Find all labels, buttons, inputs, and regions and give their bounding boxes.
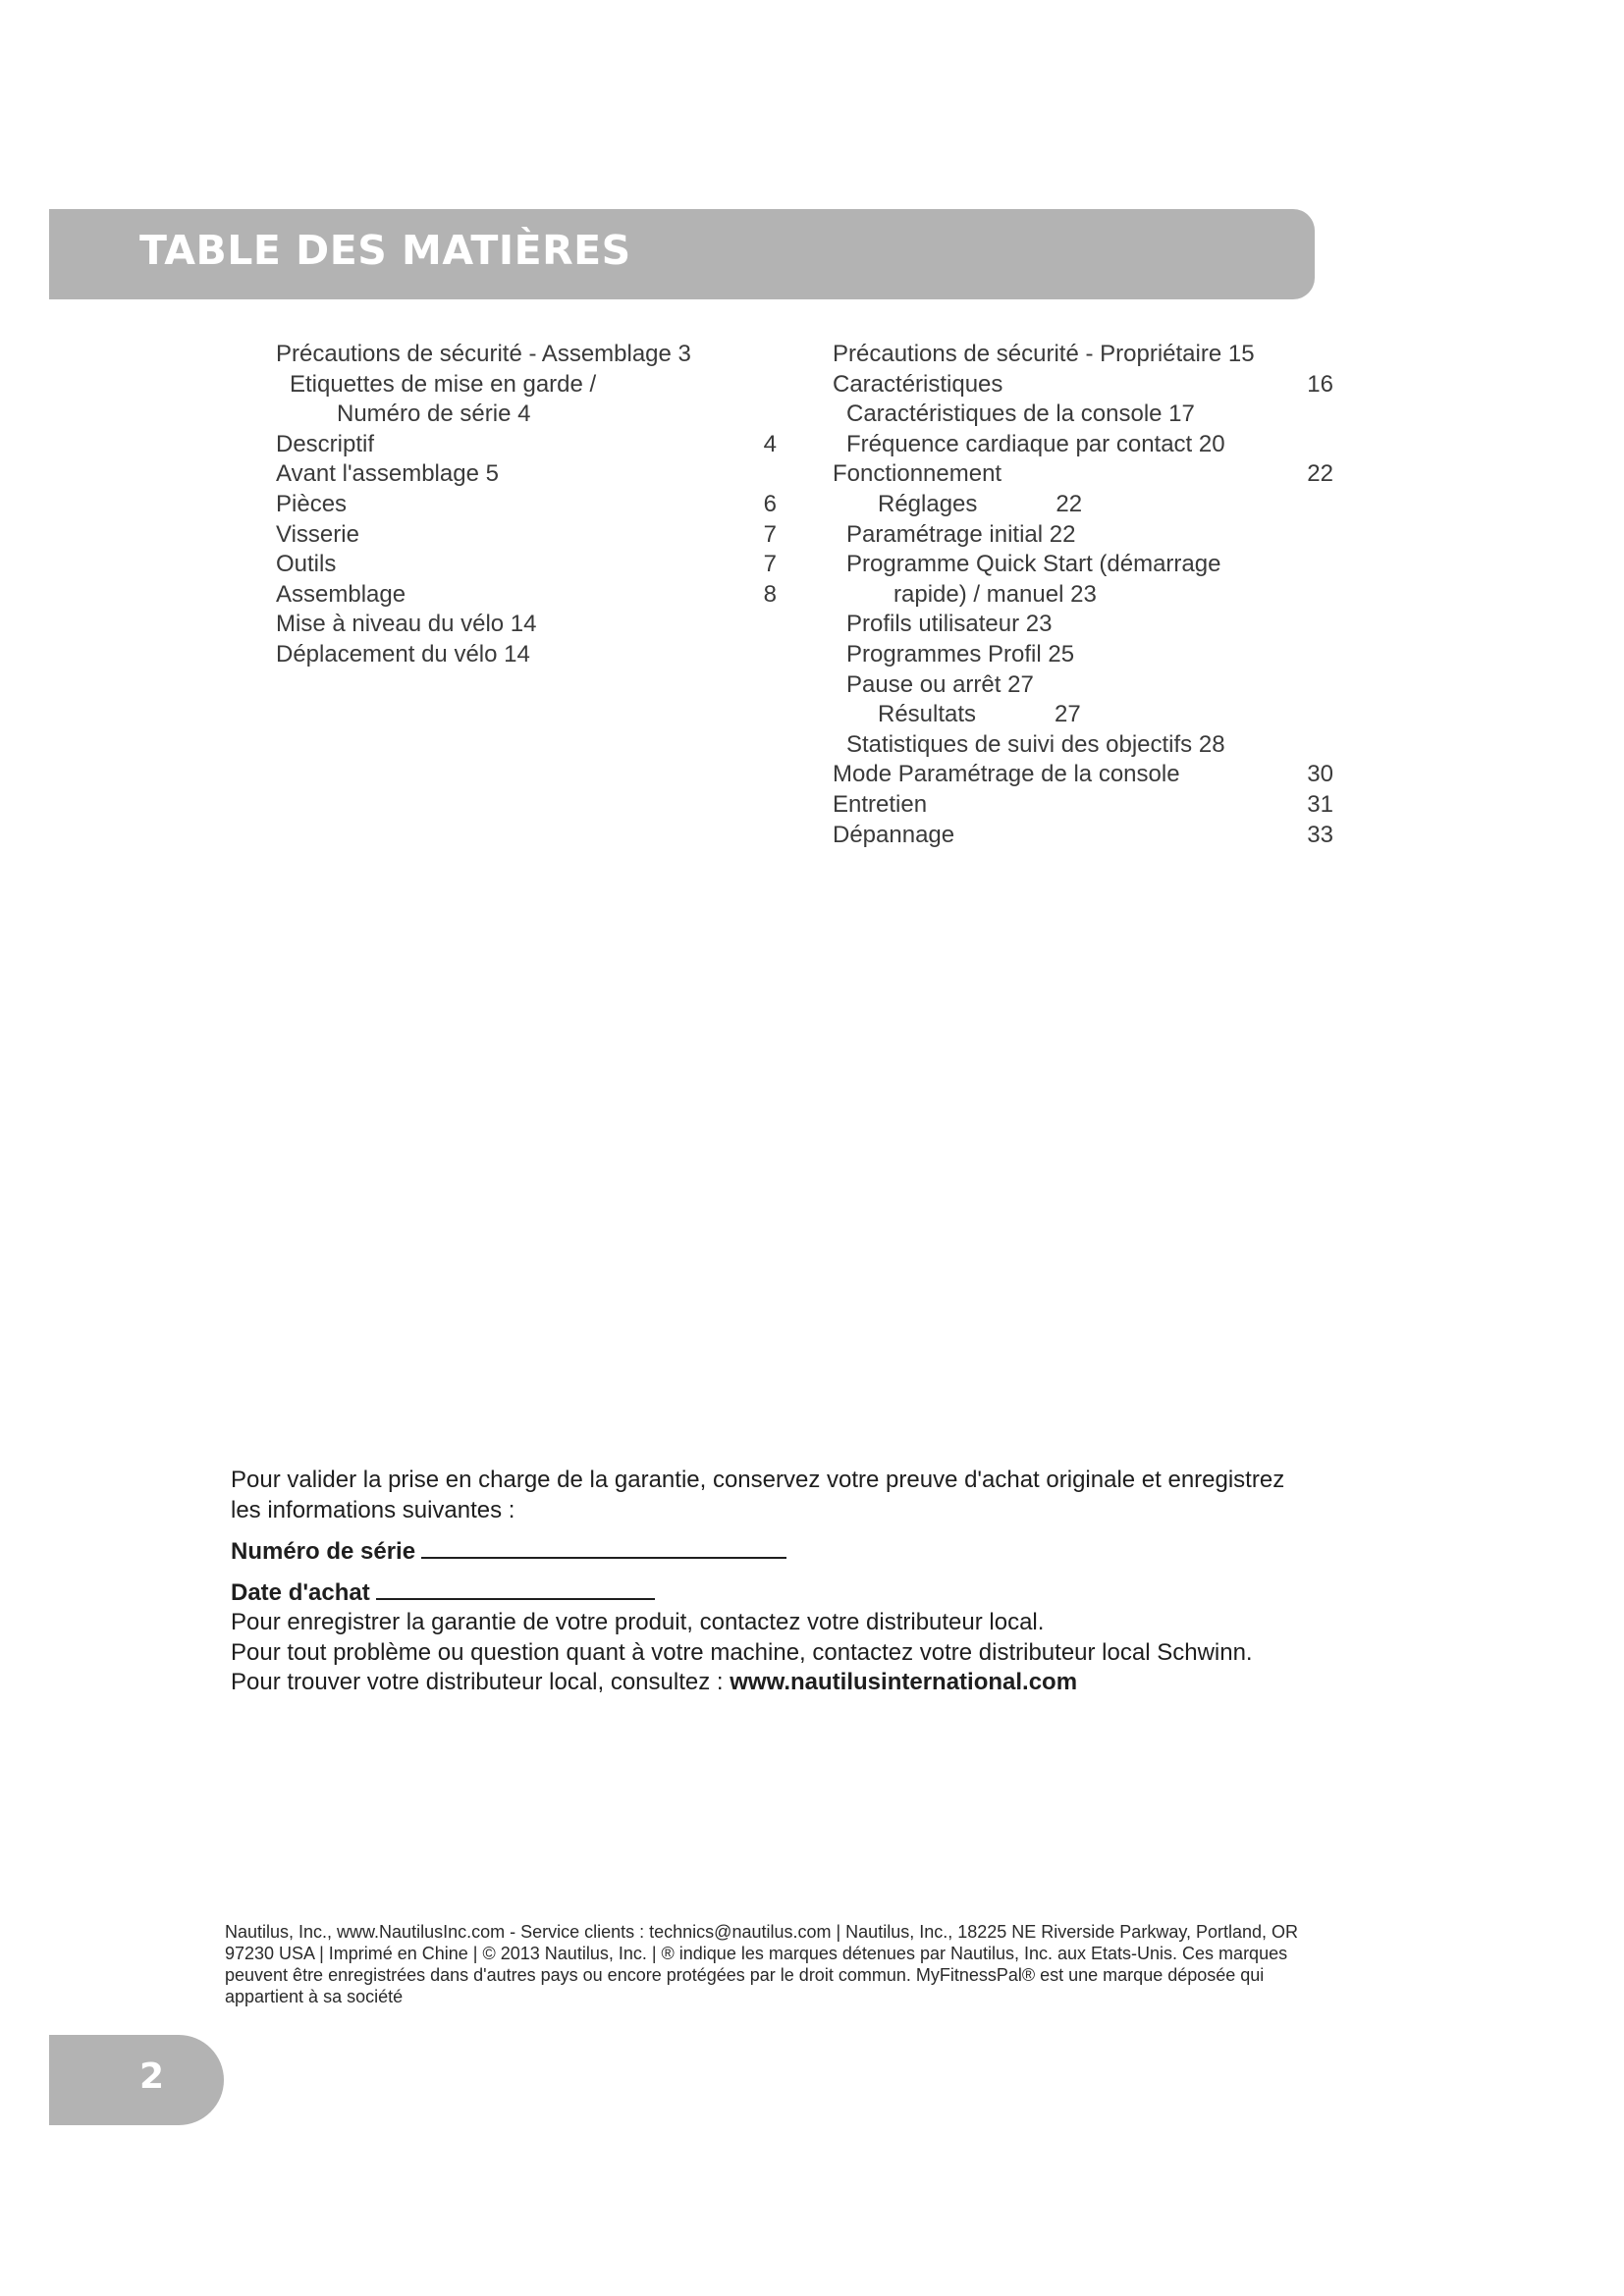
- page-number: 2: [139, 2056, 165, 2097]
- toc-entry[interactable]: [833, 700, 1333, 730]
- toc-entry-text: Caractéristiques: [833, 370, 1003, 398]
- toc-right-column: [833, 340, 1333, 850]
- toc-entry[interactable]: [276, 340, 777, 370]
- toc-entry[interactable]: [276, 580, 777, 611]
- toc-page-number: 30: [1307, 761, 1333, 788]
- purchase-date-label: Date d'achat: [231, 1579, 370, 1606]
- toc-left-column: [276, 340, 777, 670]
- toc-entry[interactable]: [833, 459, 1333, 490]
- toc-entry-text: Pièces: [276, 490, 348, 517]
- toc-entry-text: Déplacement du vélo 14: [276, 640, 530, 667]
- toc-entry[interactable]: [833, 760, 1333, 790]
- toc-entry[interactable]: [276, 610, 777, 640]
- toc-entry-text: Fréquence cardiaque par contact 20: [846, 430, 1225, 457]
- toc-entry[interactable]: [833, 610, 1333, 640]
- toc-entry[interactable]: [833, 550, 1333, 580]
- toc-entry-text: Numéro de série 4: [337, 400, 531, 428]
- toc-entry-text: Précautions de sécurité - Propriétaire 15: [833, 341, 1255, 367]
- warranty-intro-line2: les informations suivantes :: [231, 1496, 515, 1523]
- toc-entry[interactable]: [833, 400, 1333, 430]
- toc-page-number: 7: [763, 520, 777, 548]
- warranty-section: [231, 1466, 1389, 1698]
- toc-entry-text: Précautions de sécurité - Assemblage 3: [276, 341, 691, 367]
- warranty-intro: [231, 1466, 1389, 1525]
- warranty-contact: [231, 1638, 1389, 1698]
- serial-number-field: [231, 1535, 1389, 1567]
- toc-entry[interactable]: [276, 430, 777, 460]
- page-number-tab: [49, 2035, 224, 2125]
- toc-entry-text: Paramétrage initial 22: [846, 520, 1076, 548]
- toc-entry[interactable]: [833, 790, 1333, 821]
- toc-entry-text: Dépannage: [833, 821, 955, 848]
- toc-entry-text: Descriptif: [276, 430, 375, 457]
- legal-line2: 97230 USA | Imprimé en Chine | © 2013 Nautilus, Inc. | ® indique les marques détenues par Nautilus, Inc. aux Etats-Unis. Ces marques: [225, 1944, 1288, 1963]
- toc-entry[interactable]: [276, 490, 777, 520]
- footer-legal-text: [225, 1921, 1452, 2007]
- toc-entry-text: Outils: [276, 551, 337, 578]
- warranty-register-text: Pour enregistrer la garantie de votre produit, contactez votre distributeur local.: [231, 1609, 1045, 1635]
- toc-entry[interactable]: [276, 520, 777, 551]
- toc-entry[interactable]: [833, 490, 1333, 520]
- toc-page-number: 31: [1307, 790, 1333, 818]
- toc-entry[interactable]: [833, 430, 1333, 460]
- warranty-intro-line1: Pour valider la prise en charge de la garantie, conservez votre preuve d'achat originale et enregistrez: [231, 1467, 1285, 1493]
- toc-page-number: 33: [1307, 821, 1333, 848]
- toc-entry-text: Caractéristiques de la console 17: [846, 400, 1195, 428]
- toc-entry-text: Statistiques de suivi des objectifs 28: [846, 730, 1225, 758]
- toc-entry[interactable]: [833, 821, 1333, 851]
- page-title: TABLE DES MATIÈRES: [139, 227, 631, 274]
- legal-line1: Nautilus, Inc., www.NautilusInc.com - Service clients : technics@nautilus.com | Nautilus, Inc., 18225 NE Riverside Parkway, Portland, OR: [225, 1922, 1299, 1942]
- toc-page-number: 22: [1307, 460, 1333, 488]
- legal-line4: appartient à sa société: [225, 1987, 404, 2006]
- contact-line1: Pour tout problème ou question quant à votre machine, contactez votre distributeur local Schwinn.: [231, 1638, 1253, 1666]
- purchase-date-field: [231, 1576, 1389, 1608]
- toc-entry[interactable]: [833, 640, 1333, 670]
- toc-entry[interactable]: [833, 580, 1333, 611]
- toc-entry[interactable]: [833, 670, 1333, 701]
- serial-number-blank[interactable]: [421, 1535, 786, 1559]
- toc-entry[interactable]: [833, 730, 1333, 761]
- toc-page-number: 4: [763, 430, 777, 457]
- toc-entry[interactable]: [276, 400, 777, 430]
- toc-entry-text: Mise à niveau du vélo 14: [276, 611, 537, 638]
- purchase-date-blank[interactable]: [376, 1576, 655, 1600]
- toc-entry-text: Résultats 27: [878, 701, 1081, 728]
- toc-entry-text: Avant l'assemblage 5: [276, 460, 499, 488]
- toc-entry-text: rapide) / manuel 23: [893, 580, 1097, 608]
- toc-entry-text: Pause ou arrêt 27: [846, 670, 1034, 698]
- toc-entry-text: Programme Quick Start (démarrage: [846, 551, 1221, 578]
- toc-page-number: 6: [763, 490, 777, 517]
- toc-entry-text: Visserie: [276, 520, 359, 548]
- toc-entry-text: Etiquettes de mise en garde /: [290, 370, 597, 398]
- toc-entry-text: Réglages 22: [878, 490, 1083, 517]
- toc-entry-text: Mode Paramétrage de la console: [833, 761, 1180, 788]
- serial-number-label: Numéro de série: [231, 1538, 416, 1565]
- toc-page-number: 8: [763, 580, 777, 608]
- toc-entry-text: Profils utilisateur 23: [846, 611, 1053, 638]
- toc-entry[interactable]: [276, 459, 777, 490]
- toc-entry-text: Fonctionnement: [833, 460, 1002, 488]
- toc-entry[interactable]: [833, 370, 1333, 400]
- toc-entry-text: Assemblage: [276, 580, 406, 608]
- header-band: [49, 209, 1315, 299]
- toc-entry[interactable]: [833, 340, 1333, 370]
- toc-entry[interactable]: [276, 550, 777, 580]
- toc-entry-text: Entretien: [833, 790, 928, 818]
- toc-page-number: 7: [763, 551, 777, 578]
- toc-entry-text: Programmes Profil 25: [846, 640, 1075, 667]
- legal-line3: peuvent être enregistrées dans d'autres pays ou encore protégées par le droit commun. MyFitnessPal® est une marque déposée qui: [225, 1965, 1265, 1985]
- toc-page-number: 16: [1307, 370, 1333, 398]
- toc-entry[interactable]: [276, 640, 777, 670]
- toc-entry[interactable]: [276, 370, 777, 400]
- toc-entry[interactable]: [833, 520, 1333, 551]
- contact-line2-prefix: Pour trouver votre distributeur local, consultez :: [231, 1669, 731, 1695]
- website-link[interactable]: www.nautilusinternational.com: [730, 1669, 1078, 1695]
